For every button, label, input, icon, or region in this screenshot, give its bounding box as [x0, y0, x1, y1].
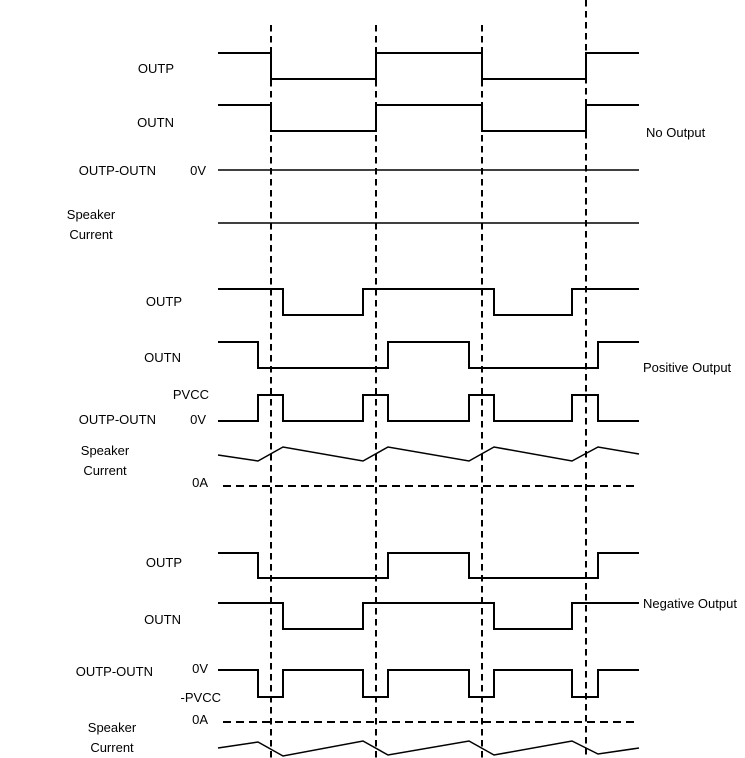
no-output-outp-label: OUTP — [137, 61, 174, 76]
negative-output-outn-trace — [218, 603, 639, 629]
positive-output-diff-trace — [218, 395, 639, 421]
negative-output-0v-label: 0V — [192, 661, 208, 676]
negative-output-diff-label: OUTP-OUTN — [75, 664, 153, 679]
positive-output-current-label: Current — [83, 463, 127, 478]
no-output-diff-label: OUTP-OUTN — [78, 163, 156, 178]
negative-output-diff-trace — [218, 670, 639, 697]
no-output-outp-trace — [218, 53, 639, 79]
positive-output-0a-label: 0A — [192, 475, 208, 490]
positive-output-speaker-label: Speaker — [80, 443, 130, 458]
no-output-current-label: Current — [69, 227, 113, 242]
positive-output-0v-label: 0V — [190, 412, 206, 427]
negative-output-outn-label: OUTN — [144, 612, 181, 627]
positive-output-pvcc-label: PVCC — [172, 387, 209, 402]
no-output-outn-trace — [218, 105, 639, 131]
no-output-0v-label: 0V — [190, 163, 206, 178]
no-output-outn-label: OUTN — [137, 115, 174, 130]
negative-output-neg-pvcc-label: -PVCC — [180, 690, 221, 705]
positive-output-speaker-current-trace — [218, 447, 639, 461]
positive-output-outn-label: OUTN — [144, 350, 181, 365]
negative-output-outp-label: OUTP — [145, 555, 182, 570]
negative-output-outp-trace — [218, 553, 639, 578]
positive-output-diff-label: OUTP-OUTN — [78, 412, 156, 427]
positive-output-annotation: Positive Output — [643, 360, 732, 375]
no-output-speaker-label: Speaker — [66, 207, 116, 222]
negative-output-annotation: Negative Output — [643, 596, 737, 611]
negative-output-speaker-label: Speaker — [87, 720, 137, 735]
positive-output-outn-trace — [218, 342, 639, 368]
positive-output-outp-label: OUTP — [145, 294, 182, 309]
negative-output-0a-label: 0A — [192, 712, 208, 727]
positive-output-outp-trace — [218, 289, 639, 315]
no-output-annotation: No Output — [646, 125, 706, 140]
negative-output-speaker-current-trace — [218, 741, 639, 756]
negative-output-current-label: Current — [90, 740, 134, 755]
